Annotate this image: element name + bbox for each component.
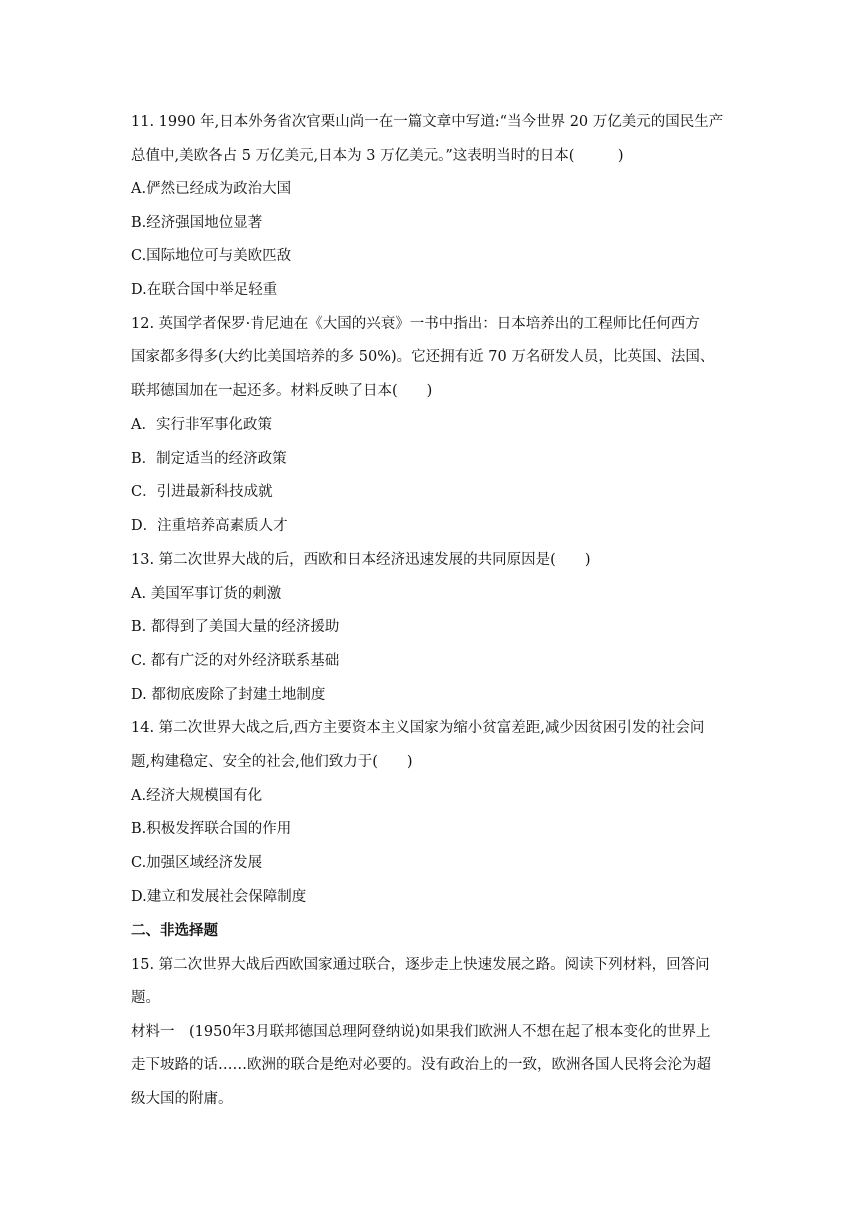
q12-option-b: B．制定适当的经济政策 bbox=[131, 451, 287, 467]
q14-option-b: B.积极发挥联合国的作用 bbox=[131, 821, 292, 837]
q12-stem-line-3: 联邦德国加在一起还多。材料反映了日本( ) bbox=[131, 383, 433, 399]
q15-material-line-2: 走下坡路的话……欧洲的联合是绝对必要的。没有政治上的一致，欧洲各国人民将会沦为超 bbox=[131, 1057, 711, 1073]
q12-option-d: D．注重培养高素质人才 bbox=[131, 518, 288, 534]
q13-option-d: D. 都彻底废除了封建土地制度 bbox=[131, 687, 326, 703]
q13-option-b: B. 都得到了美国大量的经济援助 bbox=[131, 619, 340, 635]
q13-option-c: C. 都有广泛的对外经济联系基础 bbox=[131, 653, 340, 669]
q13-option-a: A. 美国军事订货的刺激 bbox=[131, 586, 282, 602]
q11-option-c: C.国际地位可与美欧匹敌 bbox=[131, 248, 292, 264]
q11-stem-line-1: 11. 1990 年,日本外务省次官栗山尚一在一篇文章中写道:“当今世界 20 万亿美元的国民生产 bbox=[131, 114, 724, 130]
q15-stem-line-1: 15. 第二次世界大战后西欧国家通过联合，逐步走上快速发展之路。阅读下列材料，回答问 bbox=[131, 957, 710, 973]
q15-material-line-3: 级大国的附庸。 bbox=[131, 1091, 233, 1107]
q14-stem-line-2: 题,构建稳定、安全的社会,他们致力于( ) bbox=[131, 754, 413, 770]
section-title: 二、非选择题 bbox=[131, 922, 218, 939]
q14-stem-line-1: 14. 第二次世界大战之后,西方主要资本主义国家为缩小贫富差距,减少因贫困引发的社会问 bbox=[131, 720, 705, 736]
q14-option-d: D.建立和发展社会保障制度 bbox=[131, 889, 307, 905]
q13-stem-line-1: 13. 第二次世界大战的后，西欧和日本经济迅速发展的共同原因是( ) bbox=[131, 552, 591, 568]
q15-stem-line-2: 题。 bbox=[131, 990, 160, 1006]
q15-material-line-1: 材料一 (1950年3月联邦德国总理阿登纳说)如果我们欧洲人不想在起了根本变化的世界上 bbox=[131, 1024, 711, 1040]
q14-option-a: A.经济大规模国有化 bbox=[131, 788, 263, 804]
q11-option-b: B.经济强国地位显著 bbox=[131, 215, 263, 231]
q11-option-d: D.在联合国中举足轻重 bbox=[131, 282, 278, 298]
q12-stem-line-1: 12. 英国学者保罗·肯尼迪在《大国的兴衰》一书中指出：日本培养出的工程师比任何西方 bbox=[131, 316, 700, 332]
q11-stem-line-2: 总值中,美欧各占 5 万亿美元,日本为 3 万亿美元。”这表明当时的日本( ) bbox=[131, 148, 624, 164]
q11-option-a: A.俨然已经成为政治大国 bbox=[131, 181, 292, 197]
q12-option-a: A．实行非军事化政策 bbox=[131, 417, 272, 433]
q12-stem-line-2: 国家都多得多(大约比美国培养的多 50%)。它还拥有近 70 万名研发人员，比英国、法国、 bbox=[131, 349, 715, 365]
q14-option-c: C.加强区域经济发展 bbox=[131, 855, 263, 871]
q12-option-c: C．引进最新科技成就 bbox=[131, 484, 273, 500]
